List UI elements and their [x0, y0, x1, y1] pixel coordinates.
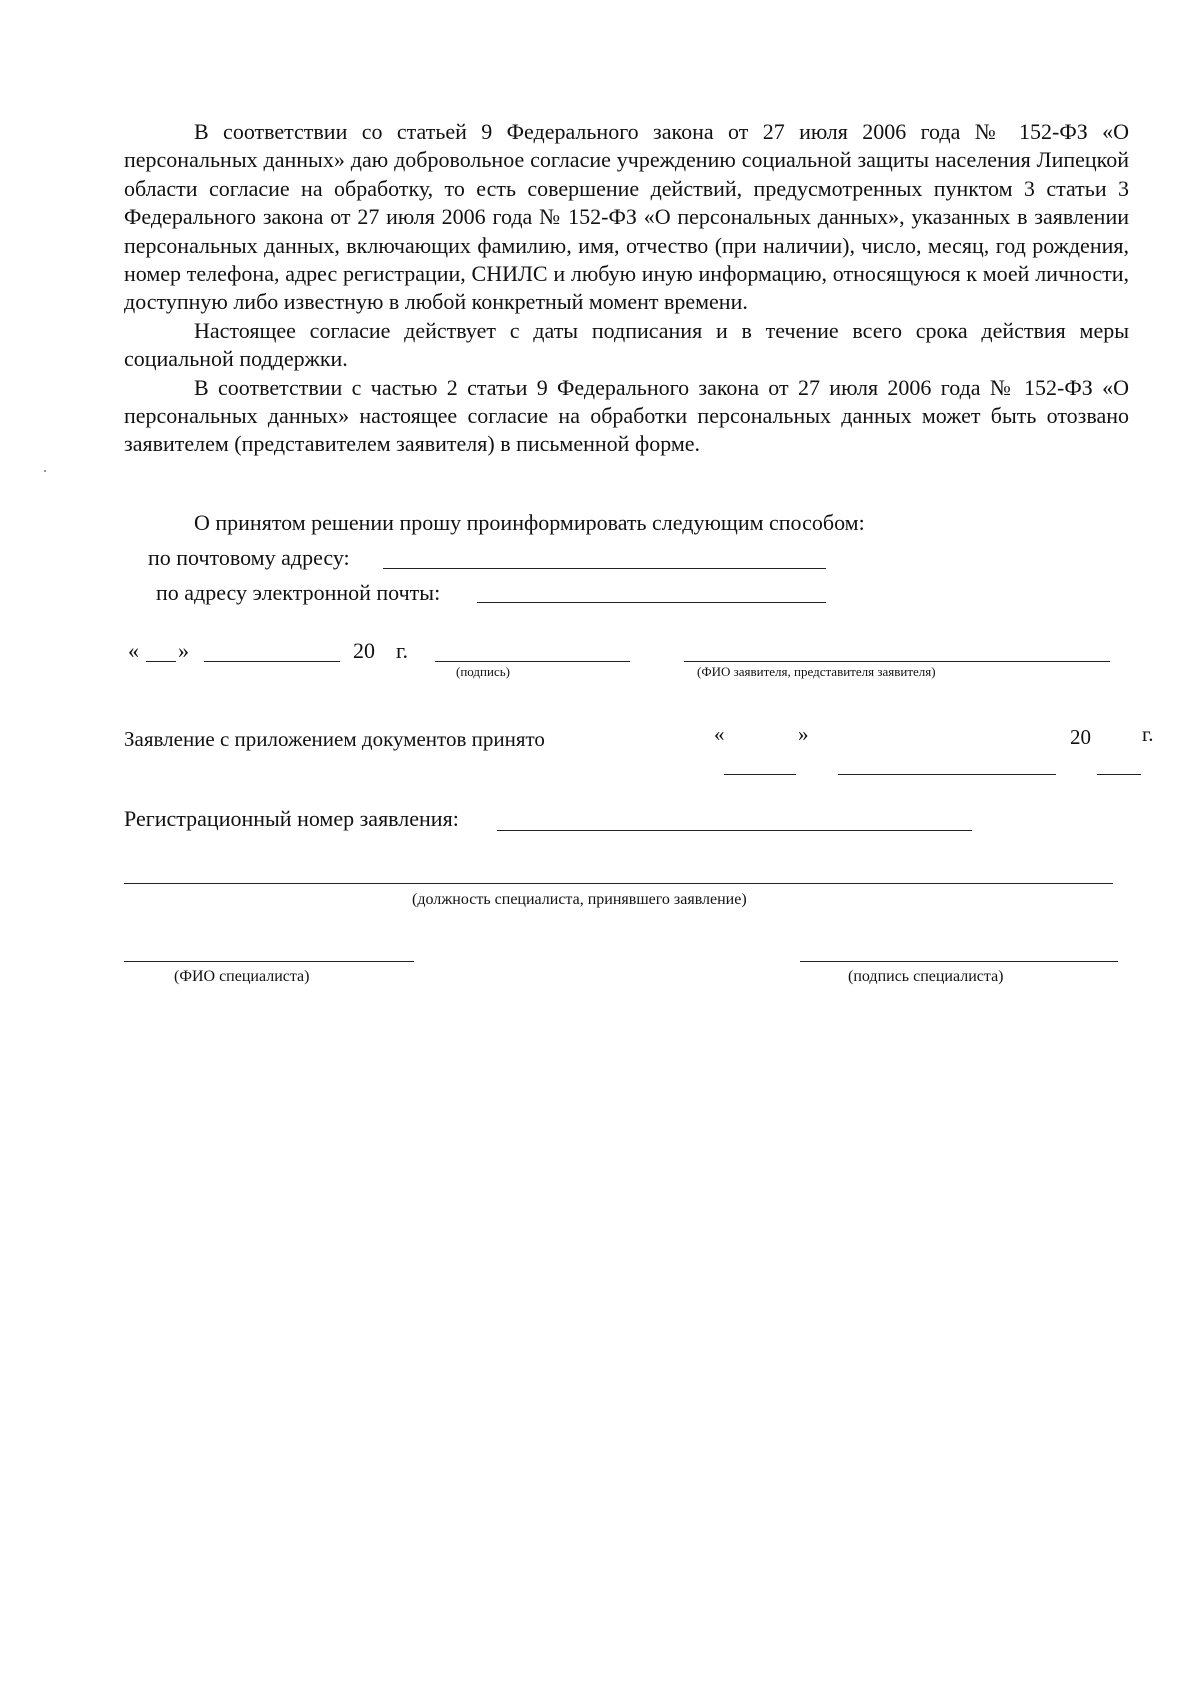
- applicant-year-suffix: г.: [396, 638, 409, 663]
- specialist-name-caption: (ФИО специалиста): [174, 968, 310, 985]
- postal-address-label: по почтовому адресу:: [148, 545, 350, 570]
- applicant-day-field[interactable]: [146, 661, 176, 662]
- applicant-signature-field[interactable]: [435, 661, 630, 662]
- consent-text: [124, 118, 1129, 459]
- acceptance-year-prefix: 20: [1070, 725, 1091, 749]
- acceptance-day-field[interactable]: [724, 774, 796, 775]
- applicant-date-quote-close: »: [178, 638, 189, 663]
- registration-number-label: Регистрационный номер заявления:: [124, 806, 459, 831]
- scan-speck: [44, 470, 46, 472]
- specialist-name-field[interactable]: [124, 961, 414, 962]
- acceptance-date-quote-close: »: [798, 722, 809, 746]
- acceptance-year-field[interactable]: [1097, 774, 1141, 775]
- applicant-signature-caption: (подпись): [456, 664, 510, 679]
- applicant-month-field[interactable]: [204, 661, 340, 662]
- acceptance-label: Заявление с приложением документов принято: [124, 727, 545, 751]
- applicant-date-quote-open: «: [128, 638, 139, 663]
- specialist-position-caption: (должность специалиста, принявшего заявление): [412, 891, 747, 908]
- applicant-year-prefix: 20: [353, 638, 375, 663]
- acceptance-month-field[interactable]: [838, 774, 1056, 775]
- consent-paragraph-2: Настоящее согласие действует с даты подписания и в течение всего срока действия меры социальной поддержки.: [124, 317, 1129, 372]
- applicant-name-field[interactable]: [684, 661, 1110, 662]
- specialist-signature-caption: (подпись специалиста): [848, 968, 1004, 985]
- specialist-position-field[interactable]: [124, 883, 1113, 884]
- acceptance-year-suffix: г.: [1142, 722, 1154, 746]
- registration-number-field[interactable]: [497, 830, 972, 831]
- postal-address-field[interactable]: [383, 568, 826, 569]
- specialist-signature-field[interactable]: [800, 961, 1118, 962]
- notify-heading: О принятом решении прошу проинформировать следующим способом:: [194, 510, 865, 535]
- acceptance-date-quote-open: «: [714, 722, 725, 746]
- applicant-name-caption: (ФИО заявителя, представителя заявителя): [697, 664, 936, 679]
- consent-paragraph-1: В соответствии со статьей 9 Федерального закона от 27 июля 2006 года № 152-ФЗ «О персональных данных» даю добровольное согласие учреждению социальной защиты населения Липецкой области согласие на обработку, то есть совершение действий, предусмотренных пунктом 3 статьи 3 Федерального закона от 27 июля 2006 года № 152-ФЗ «О персональных данных», указанных в заявлении персональных данных, включающих фамилию, имя, отчество (при наличии), число, месяц, год рождения, номер телефона, адрес регистрации, СНИЛС и любую иную информацию, относящуюся к моей личности, доступную либо известную в любой конкретный момент времени.: [124, 119, 1129, 315]
- consent-paragraph-3: В соответствии с частью 2 статьи 9 Федерального закона от 27 июля 2006 года № 152-ФЗ «О персональных данных» настоящее согласие на обработки персональных данных может быть отозвано заявителем (представителем заявителя) в письменной форме.: [124, 374, 1129, 457]
- email-address-label: по адресу электронной почты:: [156, 580, 441, 605]
- email-address-field[interactable]: [477, 602, 826, 603]
